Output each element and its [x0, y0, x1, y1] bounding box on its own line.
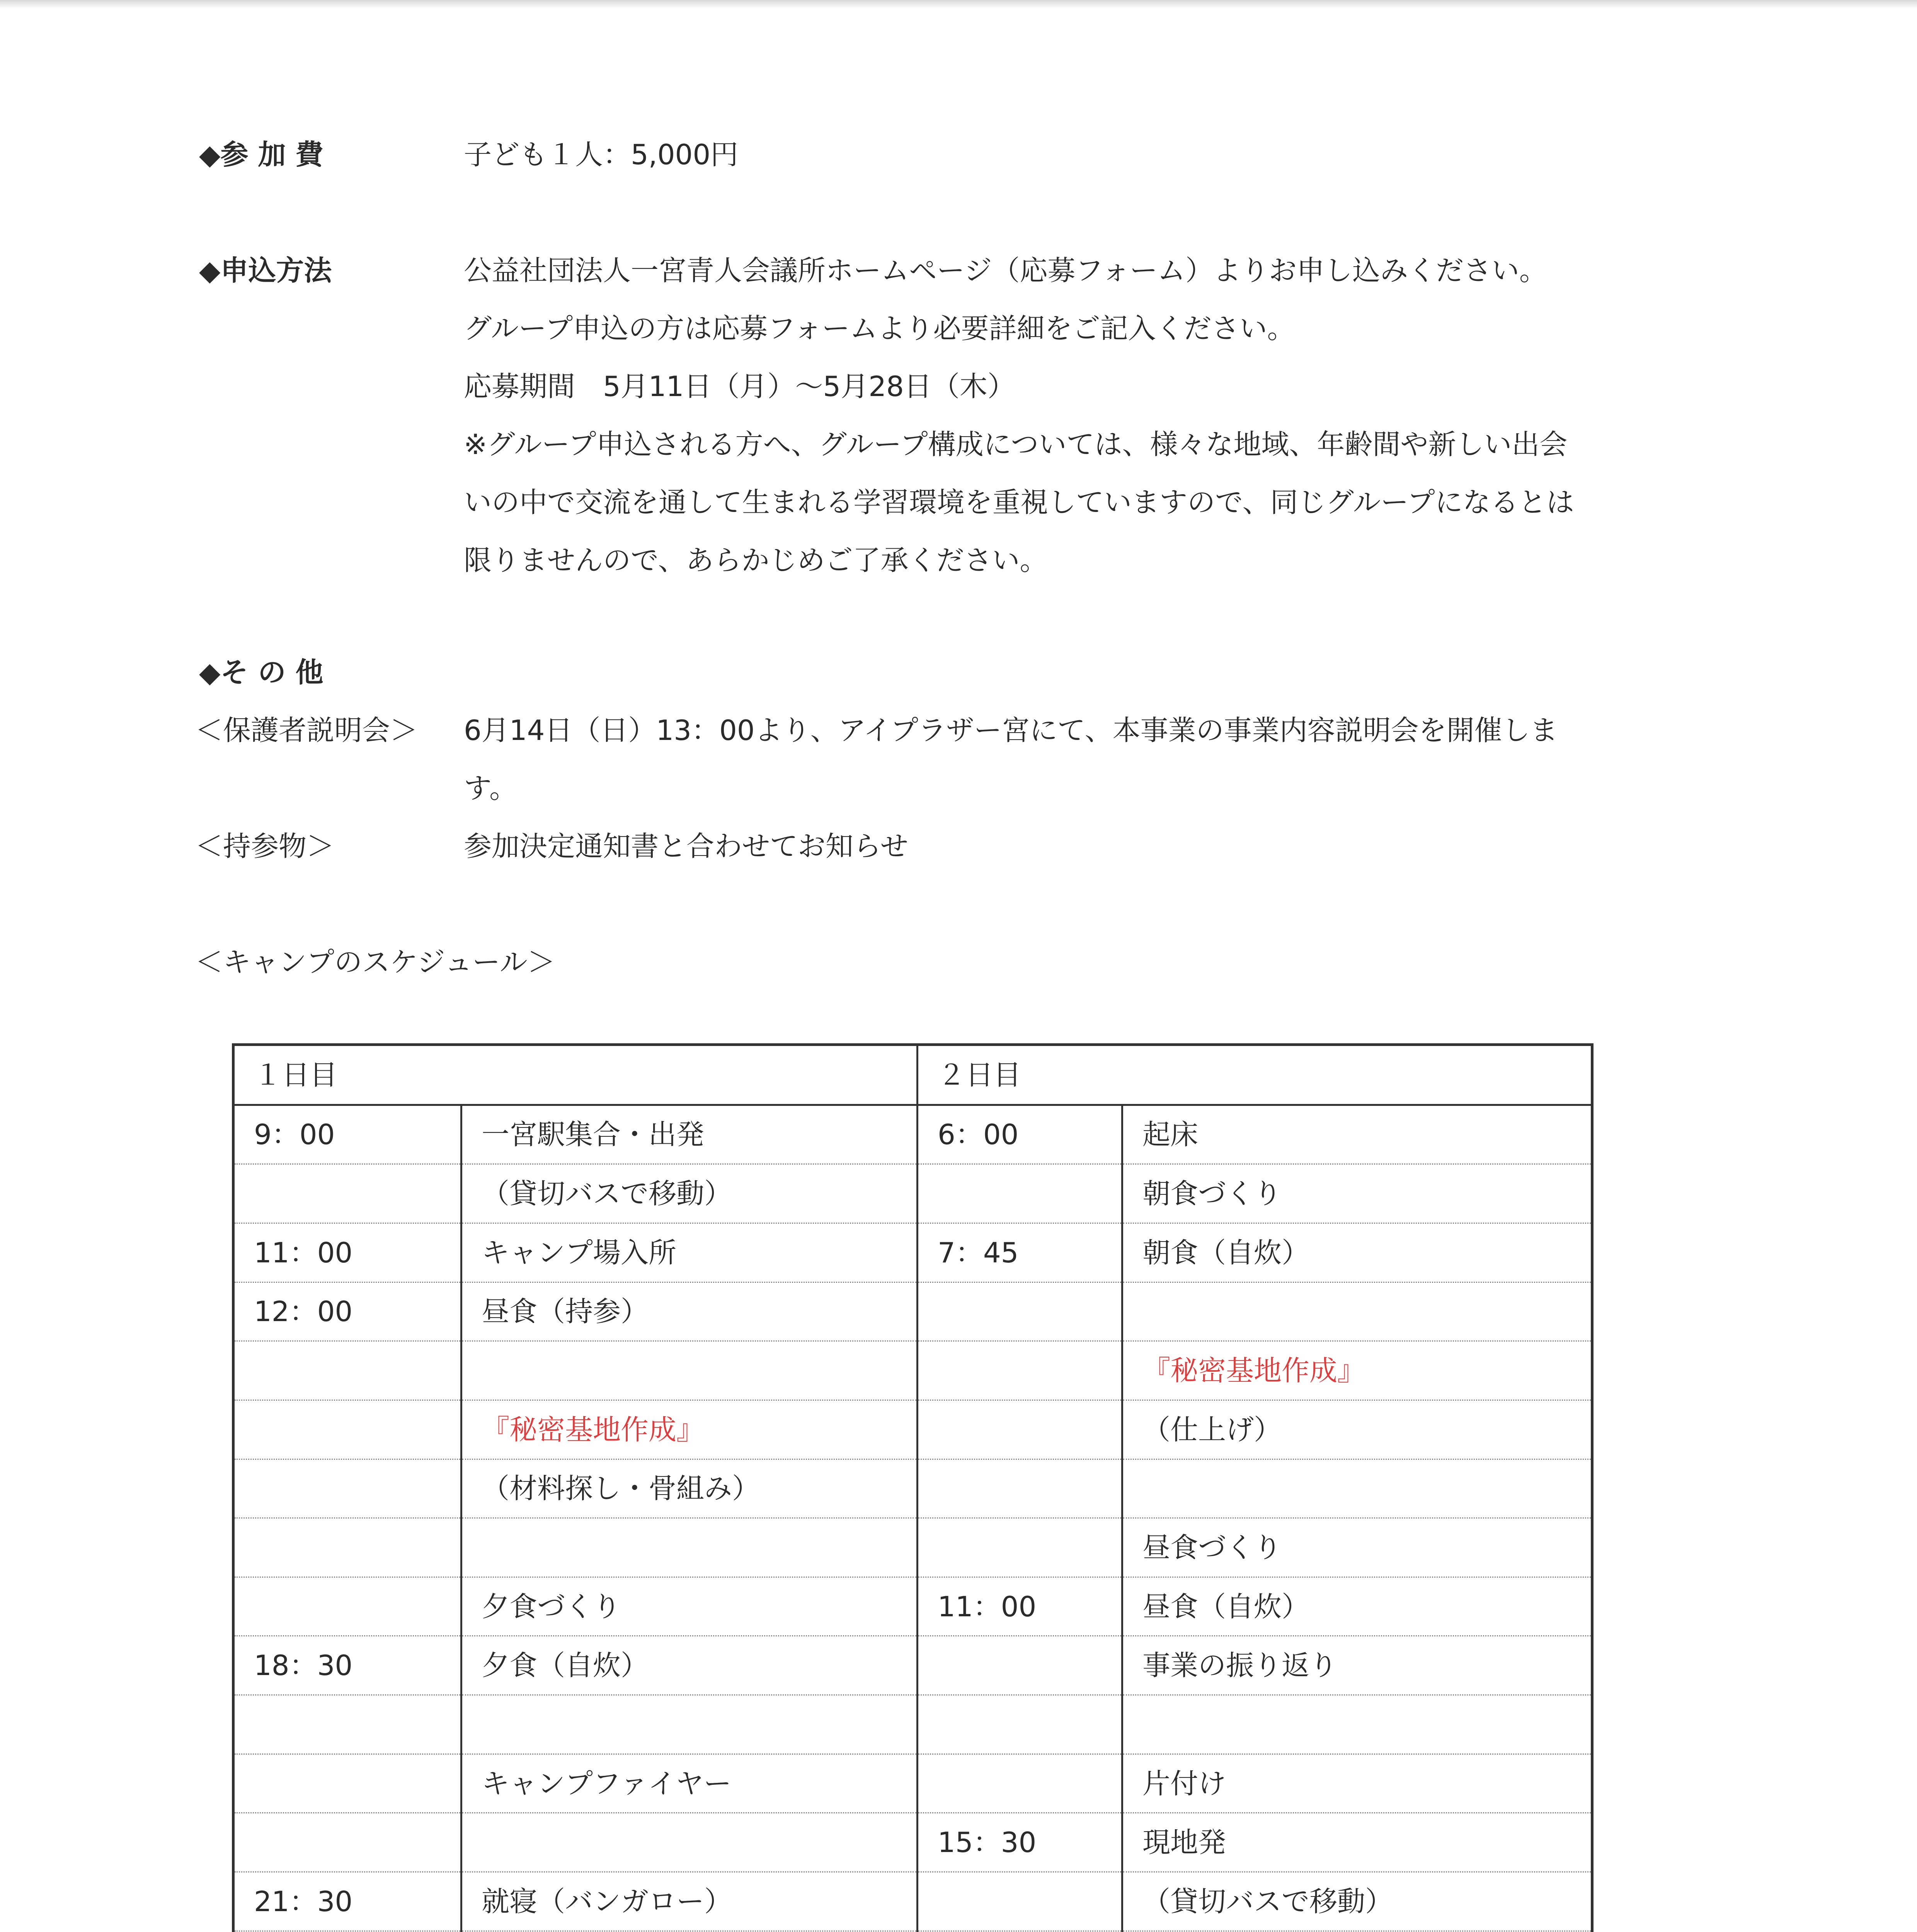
schedule-row [233, 1872, 1592, 1931]
day2-activity-cell: 事業の振り返り [1122, 1636, 1592, 1695]
day1-activity-cell [461, 1518, 918, 1577]
schedule-row [233, 1341, 1592, 1400]
day2-activity-cell [1122, 1695, 1592, 1754]
day1-activity-cell: 昼食（持参） [461, 1282, 918, 1341]
day2-time-cell: 7：45 [918, 1223, 1122, 1282]
day1-time-cell: 12：00 [233, 1282, 461, 1341]
application-line: 公益社団法人一宮青人会議所ホームページ（応募フォーム）よりお申し込みください。 [464, 254, 1547, 287]
day2-time-cell [918, 1872, 1122, 1931]
briefing-line: す。 [464, 772, 518, 804]
day2-time-cell [918, 1282, 1122, 1341]
day2-activity-cell: 起床 [1122, 1105, 1592, 1164]
day1-activity-cell: （材料探し・骨組み） [461, 1459, 918, 1518]
day1-time-cell [233, 1813, 461, 1872]
schedule-heading: ＜キャンプのスケジュール＞ [195, 946, 555, 978]
day2-activity-cell: （仕上げ） [1122, 1400, 1592, 1459]
day2-activity-cell: 朝食づくり [1122, 1164, 1592, 1223]
day2-activity-cell: 朝食（自炊） [1122, 1223, 1592, 1282]
schedule-row [233, 1754, 1592, 1813]
briefing-line: 6月14日（日）13：00より、アイプラザー宮にて、本事業の事業内容説明会を開催しま [464, 714, 1558, 747]
day1-time-cell: 21：30 [233, 1872, 461, 1931]
day2-time-cell [918, 1754, 1122, 1813]
day1-activity-cell: 夕食（自炊） [461, 1636, 918, 1695]
schedule-row [233, 1518, 1592, 1577]
schedule-row [233, 1636, 1592, 1695]
day1-time-cell: 11：00 [233, 1223, 461, 1282]
day2-time-cell [918, 1695, 1122, 1754]
scan-edge [0, 0, 1917, 9]
schedule-row [233, 1282, 1592, 1341]
day1-time-cell [233, 1164, 461, 1223]
schedule-row [233, 1695, 1592, 1754]
schedule-row [233, 1223, 1592, 1282]
briefing-label: ＜保護者説明会＞ [195, 714, 418, 747]
day1-activity-cell: （貸切バスで移動） [461, 1164, 918, 1223]
day1-activity-cell [461, 1695, 918, 1754]
day2-time-cell [918, 1518, 1122, 1577]
day1-activity-cell [461, 1813, 918, 1872]
application-period: 応募期間 5月11日（月）～5月28日（木） [464, 370, 1015, 403]
schedule-row [233, 1459, 1592, 1518]
day1-time-cell: 9：00 [233, 1105, 461, 1164]
day2-activity-cell: 昼食（自炊） [1122, 1577, 1592, 1636]
day1-activity-cell: 一宮駅集合・出発 [461, 1105, 918, 1164]
fee-label: ◆参 加 費 [199, 138, 323, 171]
schedule-row [233, 1813, 1592, 1872]
belongings-label: ＜持参物＞ [195, 830, 335, 862]
schedule-table [232, 1043, 1594, 1932]
belongings-value: 参加決定通知書と合わせてお知らせ [464, 830, 908, 862]
day1-time-cell [233, 1400, 461, 1459]
day2-time-cell [918, 1341, 1122, 1400]
day1-time-cell [233, 1577, 461, 1636]
schedule-row [233, 1577, 1592, 1636]
application-line: 限りませんので、あらかじめご了承ください。 [464, 544, 1048, 577]
day1-activity-cell: 『秘密基地作成』 [461, 1400, 918, 1459]
application-label: ◆申込方法 [199, 254, 332, 287]
day2-activity-cell: 現地発 [1122, 1813, 1592, 1872]
day1-time-cell [233, 1754, 461, 1813]
day1-time-cell [233, 1518, 461, 1577]
day2-activity-cell: 片付け [1122, 1754, 1592, 1813]
schedule-body [233, 1045, 1592, 1932]
application-line: いの中で交流を通して生まれる学習環境を重視していますので、同じグループになるとは [464, 486, 1574, 519]
day2-activity-cell [1122, 1459, 1592, 1518]
day2-time-cell: 6：00 [918, 1105, 1122, 1164]
application-line: ※グループ申込される方へ、グループ構成については、様々な地域、年齢間や新しい出会 [464, 428, 1568, 461]
other-label: ◆そ の 他 [199, 656, 323, 689]
day2-activity-cell: 昼食づくり [1122, 1518, 1592, 1577]
day1-activity-cell: キャンプ場入所 [461, 1223, 918, 1282]
schedule-row [233, 1105, 1592, 1164]
day1-activity-cell: キャンプファイヤー [461, 1754, 918, 1813]
schedule-header-row [233, 1045, 1592, 1105]
day1-time-cell [233, 1341, 461, 1400]
day2-activity-cell: （貸切バスで移動） [1122, 1872, 1592, 1931]
day2-time-cell: 15：30 [918, 1813, 1122, 1872]
schedule-row [233, 1164, 1592, 1223]
day1-header: １日目 [233, 1045, 918, 1105]
day1-time-cell [233, 1459, 461, 1518]
day2-activity-cell [1122, 1282, 1592, 1341]
day2-time-cell: 11：00 [918, 1577, 1122, 1636]
day2-time-cell [918, 1459, 1122, 1518]
day2-time-cell [918, 1164, 1122, 1223]
day1-activity-cell [461, 1341, 918, 1400]
day1-activity-cell: 就寝（バンガロー） [461, 1872, 918, 1931]
application-line: グループ申込の方は応募フォームより必要詳細をご記入ください。 [464, 312, 1295, 345]
day2-header: ２日目 [918, 1045, 1592, 1105]
day1-time-cell [233, 1695, 461, 1754]
day2-time-cell [918, 1400, 1122, 1459]
day1-time-cell: 18：30 [233, 1636, 461, 1695]
day2-time-cell [918, 1636, 1122, 1695]
day1-activity-cell: 夕食づくり [461, 1577, 918, 1636]
day2-activity-cell: 『秘密基地作成』 [1122, 1341, 1592, 1400]
schedule-row [233, 1400, 1592, 1459]
fee-value: 子ども１人：5,000円 [464, 138, 739, 171]
